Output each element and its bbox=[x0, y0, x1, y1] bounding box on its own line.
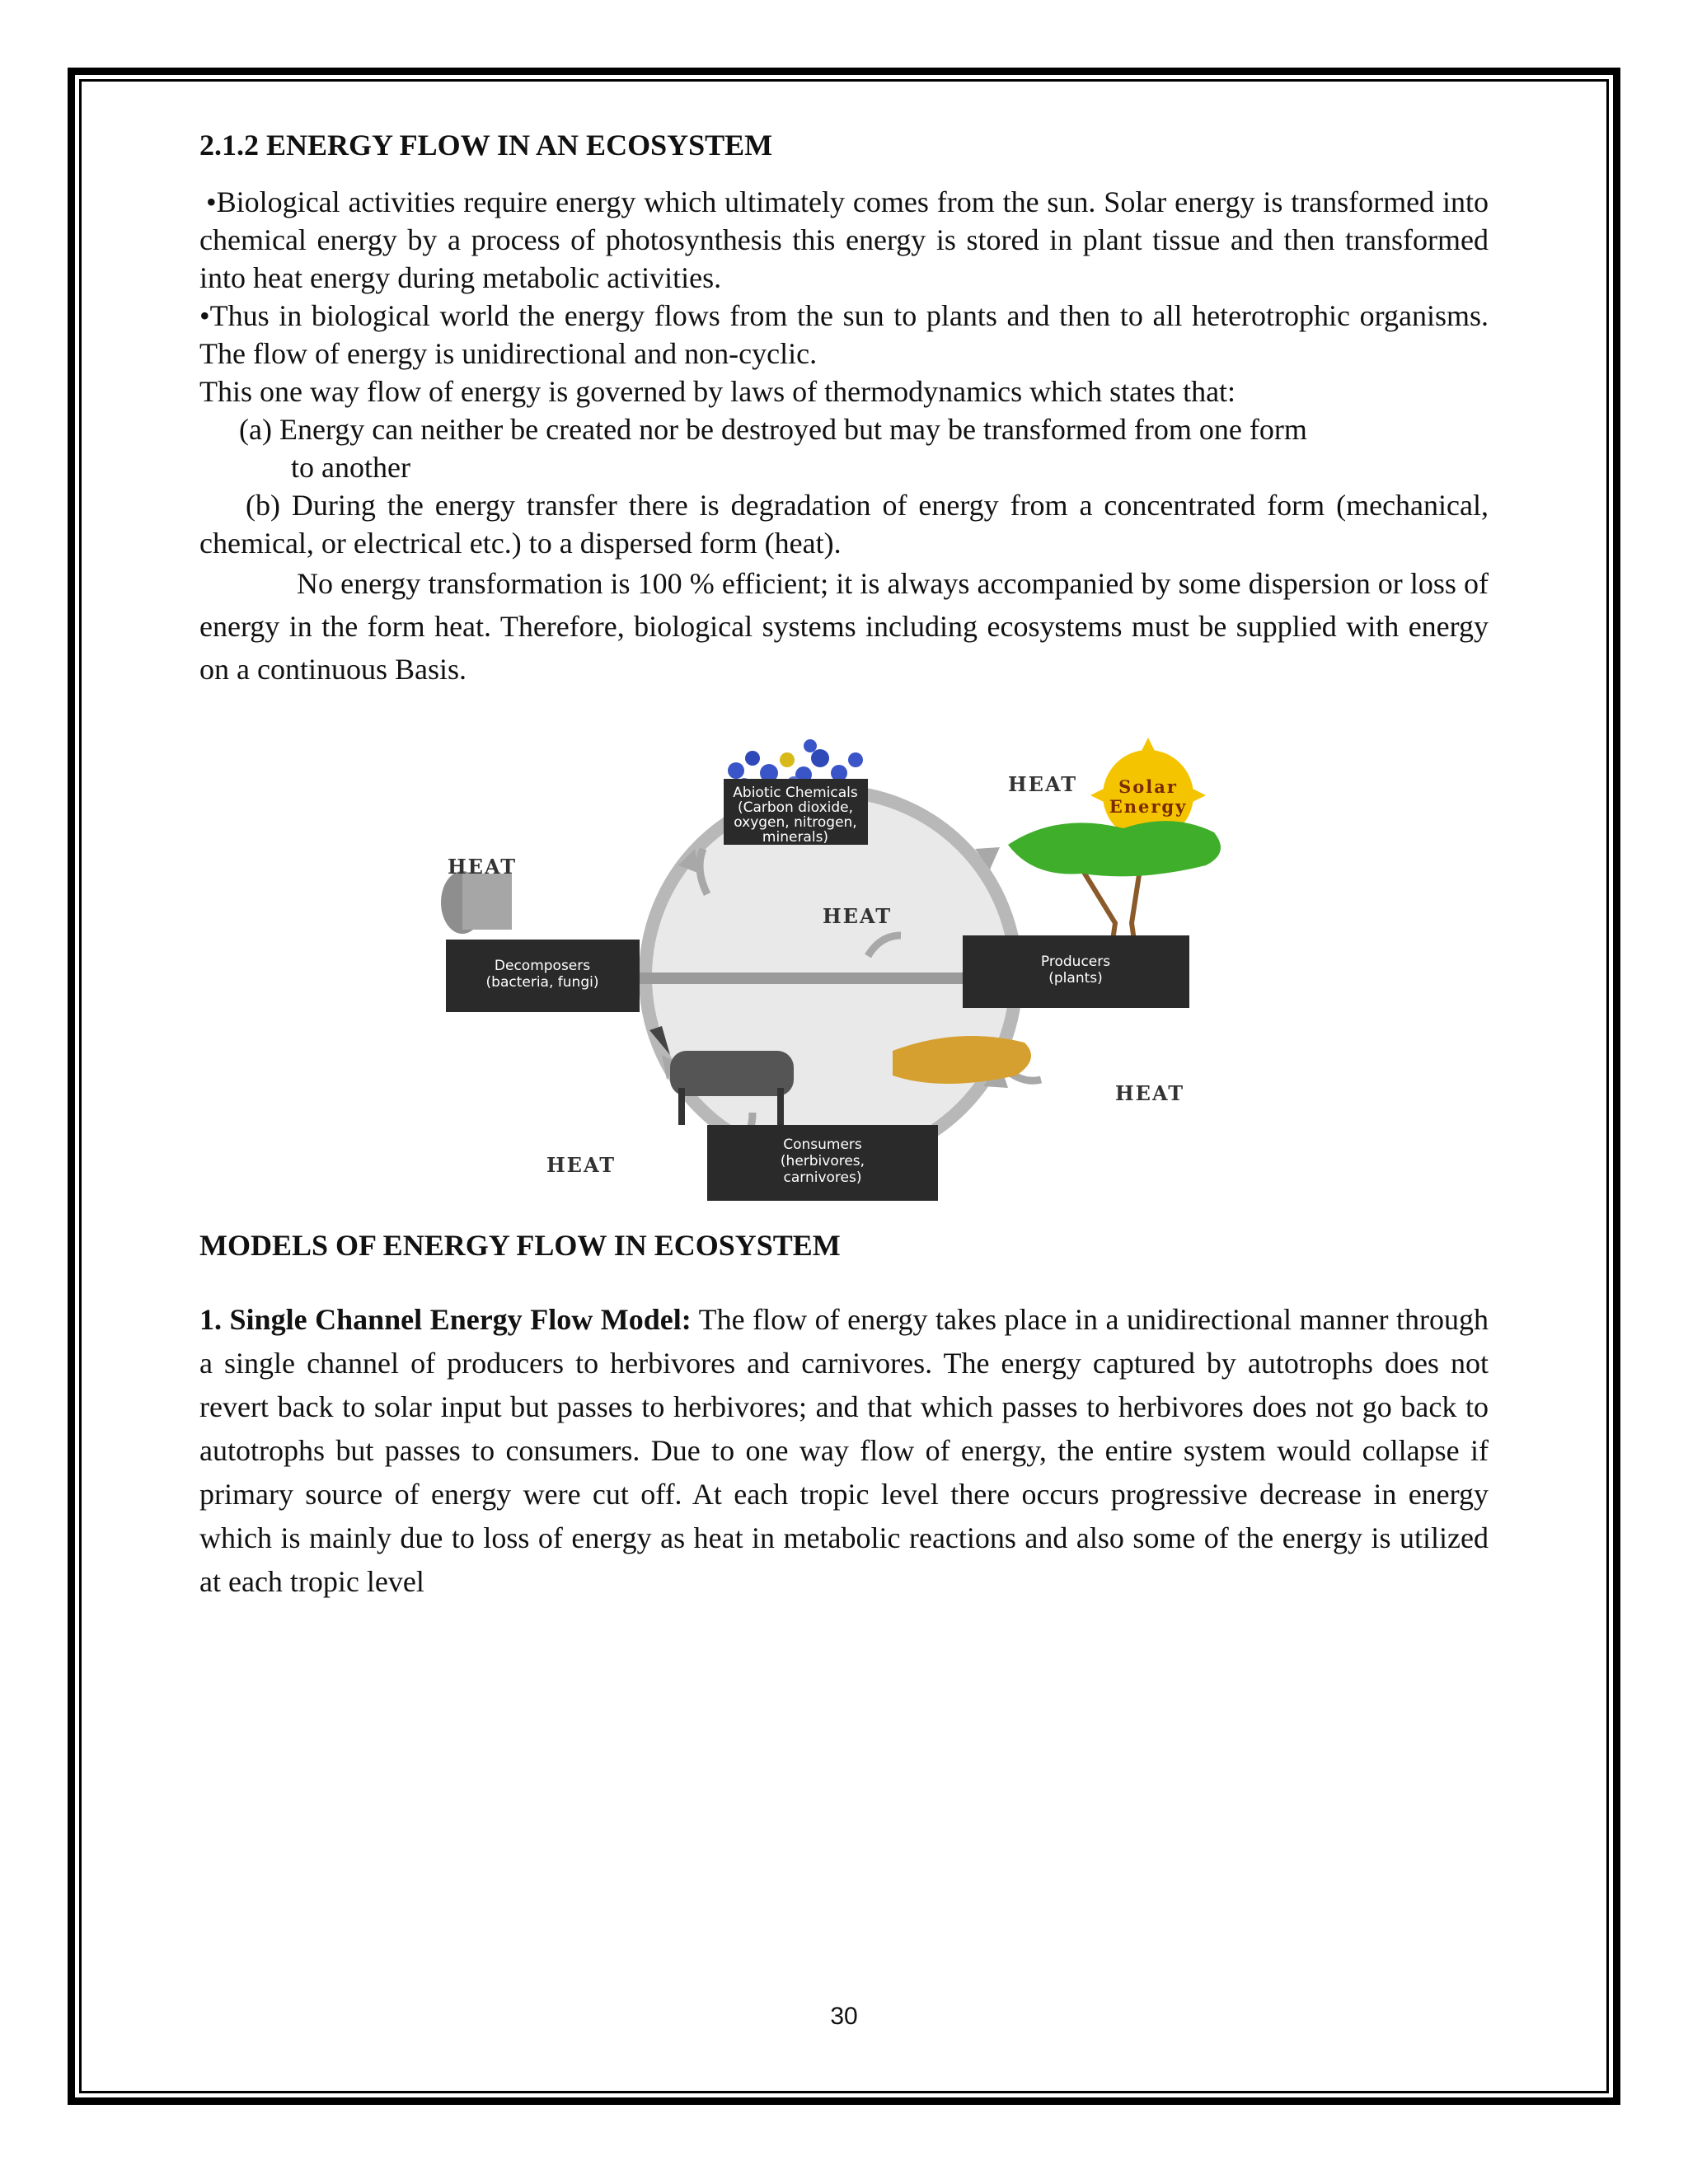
page-number: 30 bbox=[830, 2003, 858, 2030]
consumers-line-3: carnivores) bbox=[783, 1169, 862, 1186]
abiotic-line-2: (Carbon dioxide, bbox=[737, 799, 854, 816]
energy-flow-diagram bbox=[431, 725, 1280, 1203]
heat-label-bottom-left: HEAT bbox=[546, 1153, 617, 1177]
law-a bbox=[199, 410, 1489, 486]
models-heading: MODELS OF ENERGY FLOW IN ECOSYSTEM bbox=[199, 1229, 841, 1262]
model1-text: The flow of energy takes place in a unidirectional manner through a single channel of producers to herbivores and carnivores. The energy captured by autotrophs does not revert back to solar input but passes to herbivores; and that which passes to herbivores does not go back to autotrophs but passes to consumers. Due to one way flow of energy, the entire system would collapse if primary source of energy were cut off. At each tropic level there occurs progressive decrease in energy which is mainly due to loss of energy as heat in metabolic reactions and also some of the energy is utilized at each tropic level bbox=[199, 1303, 1489, 1598]
producers-line-2: (plants) bbox=[1048, 970, 1103, 987]
decomposer-log bbox=[441, 871, 512, 934]
paragraph-energy-flow: •Thus in biological world the energy flows from the sun to plants and then to all heterotrophic organisms. The flow of energy is unidirectional and non-cyclic. bbox=[199, 299, 1489, 370]
model1-paragraph bbox=[199, 1298, 1489, 1604]
solar-line-1: Solar bbox=[1118, 776, 1178, 797]
paragraph-biological-activities: •Biological activities require energy which ultimately comes from the sun. Solar energy is transformed into chemical energy by a process of photosynthesis this energy is stored in plant tissue and then transformed into heat energy during metabolic activities. bbox=[199, 185, 1489, 294]
paragraph-thermodynamics: This one way flow of energy is governed by laws of thermodynamics which states that: bbox=[199, 375, 1236, 408]
heat-label-right: HEAT bbox=[1115, 1081, 1185, 1105]
law-a-marker: (a) bbox=[239, 413, 272, 446]
consumers-line-1: Consumers bbox=[783, 1137, 862, 1153]
law-b: (b) During the energy transfer there is degradation of energy from a concentrated form (mechanical, chemical, or electrical etc.) to a dispersed form (heat). bbox=[199, 489, 1489, 560]
law-a-line1: Energy can neither be created nor be destroyed but may be transformed from one form bbox=[279, 413, 1307, 446]
abiotic-line-4: minerals) bbox=[762, 829, 829, 846]
producers-line-1: Producers bbox=[1040, 954, 1111, 970]
abiotic-line-3: oxygen, nitrogen, bbox=[734, 814, 857, 831]
heat-label-center: HEAT bbox=[823, 904, 893, 928]
consumers-line-2: (herbivores, bbox=[780, 1153, 865, 1169]
main-content bbox=[199, 124, 1489, 691]
heat-label-top-left: HEAT bbox=[448, 855, 518, 879]
solar-line-2: Energy bbox=[1109, 796, 1188, 817]
section-title: 2.1.2 ENERGY FLOW IN AN ECOSYSTEM bbox=[199, 129, 773, 162]
decomposers-line-1: Decomposers bbox=[494, 958, 591, 974]
paragraph-efficiency: No energy transformation is 100 % efficient; it is always accompanied by some dispersion or loss of energy in the form heat. Therefore, biological systems including ecosystems must be supplied with energy on a continuous Basis. bbox=[199, 567, 1489, 686]
model1-title: 1. Single Channel Energy Flow Model: bbox=[199, 1303, 692, 1336]
heat-label-top-right: HEAT bbox=[1008, 772, 1078, 796]
law-a-line2: to another bbox=[291, 451, 410, 484]
producer-to-decomposer-arrow bbox=[637, 972, 983, 984]
abiotic-line-1: Abiotic Chemicals bbox=[733, 785, 858, 801]
decomposers-line-2: (bacteria, fungi) bbox=[485, 974, 599, 991]
